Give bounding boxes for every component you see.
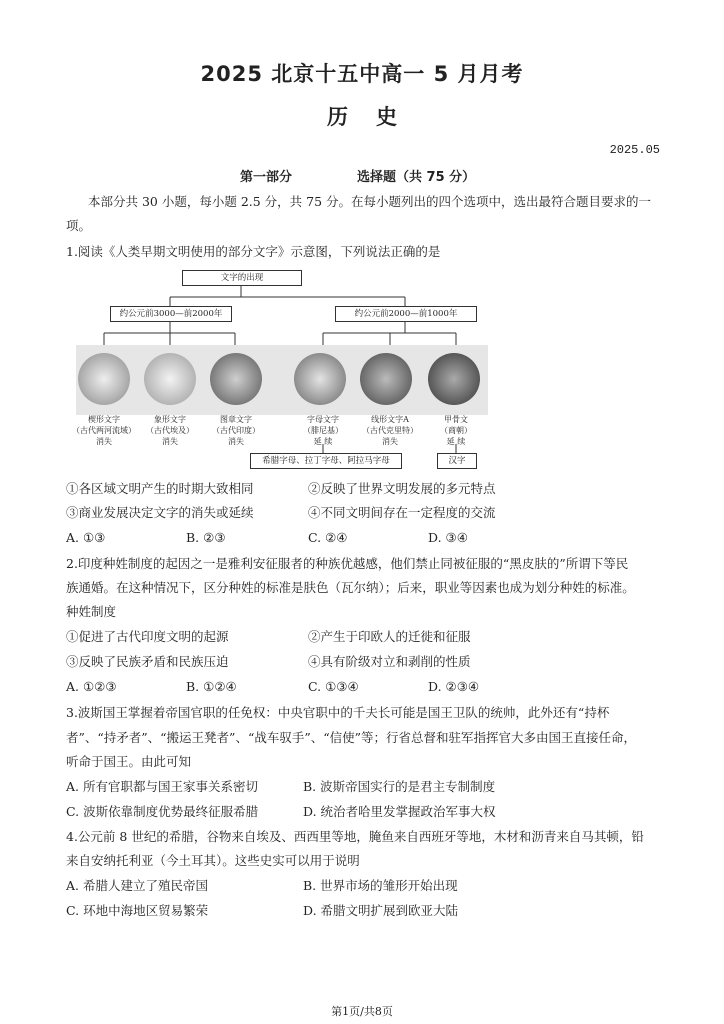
exam-date: 2025.05: [609, 143, 660, 157]
caption-hieroglyph: 象形文字 （古代埃及） 消失: [146, 415, 194, 446]
q2-option-b: B. ①②④: [186, 679, 237, 694]
figure-root-box: 文字的出现: [182, 270, 302, 286]
successor-alphabet-box: 希腊字母、拉丁字母、阿拉马字母: [250, 453, 402, 469]
q1-option-c: C. ②④: [308, 530, 348, 545]
figure-photo-strip: [76, 345, 488, 415]
linear-a-image: [360, 353, 412, 405]
q4-option-a: A. 希腊人建立了殖民帝国: [66, 878, 208, 893]
caption-linear-a: 线形文字A （古代克里特） 消失: [362, 415, 418, 446]
oracle-bone-image: [428, 353, 480, 405]
q4-option-c: C. 环地中海地区贸易繁荣: [66, 903, 209, 918]
q3-option-b: B. 波斯帝国实行的是君主专制制度: [303, 779, 496, 794]
q4-option-d: D. 希腊文明扩展到欧亚大陆: [303, 903, 459, 918]
q2-line-2: 族通婚。在这种情况下，区分种姓的标准是肤色（瓦尔纳）；后来，职业等因素也成为划分种姓的标准。: [66, 580, 635, 595]
q3-line-2: 者”、“持矛者”、“搬运王凳者”、“战车驭手”、“信使”等；行省总督和驻军指挥官大多由国王直接任命，: [66, 730, 637, 745]
seal-script-image: [210, 353, 262, 405]
q2-option-a: A. ①②③: [66, 679, 117, 694]
q2-option-c: C. ①③④: [308, 679, 359, 694]
q4-line-2: 来自安纳托利亚（今土耳其）。这些史实可以用于说明: [66, 853, 360, 868]
cuneiform-image: [78, 353, 130, 405]
q1-statement-4: ④不同文明间存在一定程度的交流: [308, 505, 496, 520]
hieroglyph-image: [144, 353, 196, 405]
q1-option-d: D. ③④: [428, 530, 468, 545]
alphabet-image: [294, 353, 346, 405]
q3-line-1: 3.波斯国王掌握着帝国官职的任免权：中央官职中的千夫长可能是国王卫队的统帅，此外还有“持杯: [66, 705, 610, 720]
q2-statement-1: ①促进了古代印度文明的起源: [66, 629, 229, 644]
q3-option-a: A. 所有官职都与国王家事关系密切: [66, 779, 258, 794]
q1-statement-1: ①各区域文明产生的时期大致相同: [66, 481, 254, 496]
q2-statement-4: ④具有阶级对立和剥削的性质: [308, 654, 471, 669]
q3-option-d: D. 统治者哈里发掌握政治军事大权: [303, 804, 496, 819]
section-instruction-1: 本部分共 30 小题，每小题 2.5 分，共 75 分。在每小题列出的四个选项中，选出最符合题目要求的一: [88, 194, 652, 209]
q3-line-3: 听命于国王。由此可知: [66, 754, 192, 769]
q2-option-d: D. ②③④: [428, 679, 480, 694]
q2-statement-2: ②产生于印欧人的迁徙和征服: [308, 629, 471, 644]
figure-left-period: 约公元前3000—前2000年: [110, 306, 232, 322]
q1-statement-2: ②反映了世界文明发展的多元特点: [308, 481, 496, 496]
subject-title: 历史: [327, 105, 425, 129]
figure-right-period: 约公元前2000—前1000年: [335, 306, 477, 322]
q4-option-b: B. 世界市场的雏形开始出现: [303, 878, 458, 893]
caption-alphabet: 字母文字 （腓尼基） 延 续: [303, 415, 343, 446]
section-name: 选择题（共 75 分）: [357, 170, 476, 185]
page-footer: 第1页/共8页: [331, 1005, 393, 1018]
q1-option-a: A. ①③: [66, 530, 106, 545]
q3-option-c: C. 波斯依靠制度优势最终征服希腊: [66, 804, 259, 819]
q4-line-1: 4.公元前 8 世纪的希腊，谷物来自埃及、西西里等地，腌鱼来自西班牙等地，木材和沥青来自马其顿，铅: [66, 829, 644, 844]
caption-oracle-bone: 甲骨文 （商朝） 延 续: [440, 415, 472, 446]
q1-stem: 1.阅读《人类早期文明使用的部分文字》示意图，下列说法正确的是: [66, 244, 441, 259]
caption-seal-script: 图章文字 （古代印度） 消失: [212, 415, 260, 446]
q1-statement-3: ③商业发展决定文字的消失或延续: [66, 505, 254, 520]
q1-option-b: B. ②③: [186, 530, 226, 545]
q2-line-1: 2.印度种姓制度的起因之一是雅利安征服者的种族优越感，他们禁止同被征服的“黑皮肤的”所谓下等民: [66, 556, 629, 571]
exam-title: 2025 北京十五中高一 5 月月考: [200, 62, 524, 86]
writing-systems-figure: [70, 266, 500, 471]
successor-oracle-box: 汉字: [437, 453, 477, 469]
section-instruction-2: 项。: [66, 218, 92, 233]
q2-line-3: 种姓制度: [66, 604, 117, 619]
caption-cuneiform: 楔形文字 （古代两河流域） 消失: [72, 415, 136, 446]
q2-statement-3: ③反映了民族矛盾和民族压迫: [66, 654, 229, 669]
section-part: 第一部分: [240, 170, 293, 185]
